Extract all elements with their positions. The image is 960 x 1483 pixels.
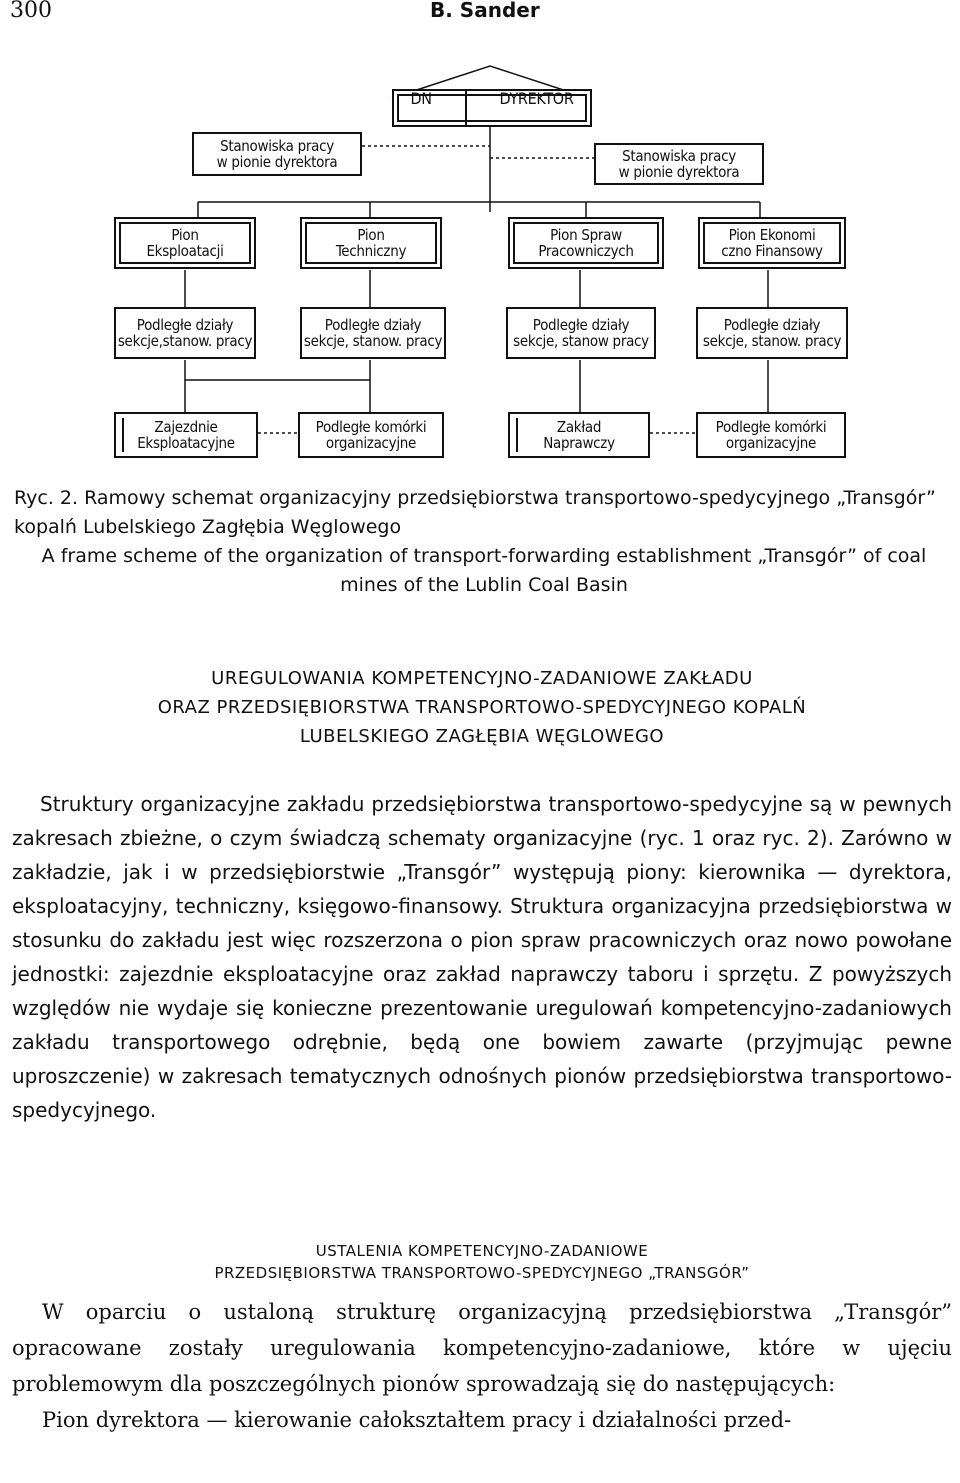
caption-english: A frame scheme of the organization of transport-forwarding establishment „Transgór” of coal mines of the Lublin Coal Basin	[41, 545, 927, 596]
caption-polish-text: Ramowy schemat organizacyjny przedsiębiorstwa transportowo-spedycyjnego „Transgór” kopalń Lubelskiego Zagłębia Węglowego	[14, 487, 936, 538]
division-box-2	[300, 217, 442, 269]
division-2-line-2: Techniczny	[335, 242, 407, 260]
division-4-line-1: Pion Ekonomi	[728, 226, 816, 244]
figure-caption	[14, 484, 954, 600]
director-box	[392, 89, 592, 127]
department-3-line-1: Podległe działy	[532, 316, 630, 334]
division-1-line-2: Eksploatacji	[146, 242, 224, 260]
section-1-heading-line-2: ORAZ PRZEDSIĘBIORSTWA TRANSPORTOWO-SPEDYCYJNEGO KOPALŃ	[157, 697, 807, 718]
unit-box-3	[508, 412, 650, 458]
unit-3-line-2: Naprawczy	[543, 434, 615, 452]
section-2-heading-line-2: PRZEDSIĘBIORSTWA TRANSPORTOWO-SPEDYCYJNEGO „TRANSGÓR”	[214, 1264, 750, 1282]
department-box-3	[506, 307, 656, 359]
page-number: 300	[10, 0, 52, 23]
division-4-line-2: czno Finansowy	[721, 242, 823, 260]
department-2-line-2: sekcje, stanow. pracy	[303, 332, 443, 350]
department-1-line-1: Podległe działy	[136, 316, 234, 334]
department-1-line-2: sekcje,stanow. pracy	[117, 332, 253, 350]
section-2-paragraph: W oparciu o ustaloną strukturę organizacyjną przedsiębiorstwa „Transgór” opracowane zostały uregulowania kompetencyjno-zadaniowe, które w ujęciu problemowym dla poszczególnych pionów sprowadzają się do następujących:	[12, 1300, 952, 1396]
director-box-left: DN	[410, 89, 432, 108]
department-4-line-2: sekcje, stanow. pracy	[702, 332, 842, 350]
staff-right-line-1: Stanowiska pracy	[622, 147, 736, 165]
section-1-heading-line-3: LUBELSKIEGO ZAGŁĘBIA WĘGLOWEGO	[299, 726, 665, 747]
department-box-4	[696, 307, 848, 359]
division-box-1	[114, 217, 256, 269]
staff-right-line-2: w pionie dyrektora	[618, 163, 740, 181]
unit-3-line-1: Zakład	[556, 418, 602, 436]
section-1-paragraph: Struktury organizacyjne zakładu przedsiębiorstwa transportowo-spedycyjne są w pewnych zakresach zbieżne, o czym świadczą schematy organizacyjne (ryc. 1 oraz ryc. 2). Zarówno w zakładzie, jak i w przedsiębiorstwie „Transgór” występują piony: kierownika — dyrektora, eksploatacyjny, techniczny, księgowo-finansowy. Struktura organizacyjna przedsiębiorstwa w stosunku do zakładu jest więc rozszerzona o pion spraw pracowniczych oraz nowo powołane jednostki: zajezdnie eksploatacyjne oraz zakład naprawczy taboru i sprzętu. Z powyższych względów nie wydaje się konieczne prezentowanie uregulowań kompetencyjno-zadaniowych zakładu transportowego odrębnie, będą one bowiem zawarte (przyjmując pewne uproszczenie) w zakresach tematycznych odnośnych pionów przedsiębiorstwa transportowo-spedycyjnego.	[12, 792, 952, 1122]
unit-4-line-1: Podległe komórki	[715, 418, 827, 436]
division-3-line-1: Pion Spraw	[550, 226, 622, 244]
section-2-heading-line-1: USTALENIA KOMPETENCYJNO-ZADANIOWE	[315, 1242, 649, 1260]
running-head: B. Sander	[430, 0, 540, 22]
caption-label: Ryc. 2.	[14, 487, 79, 509]
section-1	[12, 664, 952, 1127]
director-divider	[465, 91, 467, 125]
department-3-line-2: sekcje, stanow pracy	[513, 332, 649, 350]
division-box-4	[698, 217, 846, 269]
unit-2-line-2: organizacyjne	[325, 434, 417, 452]
unit-1-line-1: Zajezdnie	[154, 418, 218, 436]
department-4-line-1: Podległe działy	[723, 316, 821, 334]
page-header	[0, 0, 960, 24]
unit-box-2	[298, 412, 444, 458]
unit-4-line-2: organizacyjne	[725, 434, 817, 452]
division-1-line-1: Pion	[171, 226, 199, 244]
unit-box-4	[696, 412, 846, 458]
unit-1-tick	[122, 418, 124, 452]
division-3-line-2: Pracowniczych	[538, 242, 634, 260]
director-box-right: DYREKTOR	[499, 89, 574, 108]
department-box-2	[300, 307, 446, 359]
section-2-last-line: Pion dyrektora — kierowanie całokształtem pracy i działalności przed-	[42, 1408, 792, 1432]
staff-left-line-1: Stanowiska pracy	[220, 137, 334, 155]
division-2-line-1: Pion	[357, 226, 385, 244]
unit-3-tick	[516, 418, 518, 452]
staff-left-line-2: w pionie dyrektora	[216, 153, 338, 171]
org-chart	[0, 40, 960, 480]
caption-polish	[14, 484, 954, 542]
division-box-3	[508, 217, 664, 269]
unit-box-1	[114, 412, 258, 458]
unit-2-line-1: Podległe komórki	[315, 418, 427, 436]
section-2	[12, 1240, 952, 1438]
department-2-line-1: Podległe działy	[324, 316, 422, 334]
department-box-1	[114, 307, 256, 359]
staff-box-right	[594, 143, 764, 185]
staff-box-left	[192, 132, 362, 176]
section-1-heading-line-1: UREGULOWANIA KOMPETENCYJNO-ZADANIOWE ZAKŁADU	[211, 668, 753, 689]
unit-1-line-2: Eksploatacyjne	[137, 434, 235, 452]
